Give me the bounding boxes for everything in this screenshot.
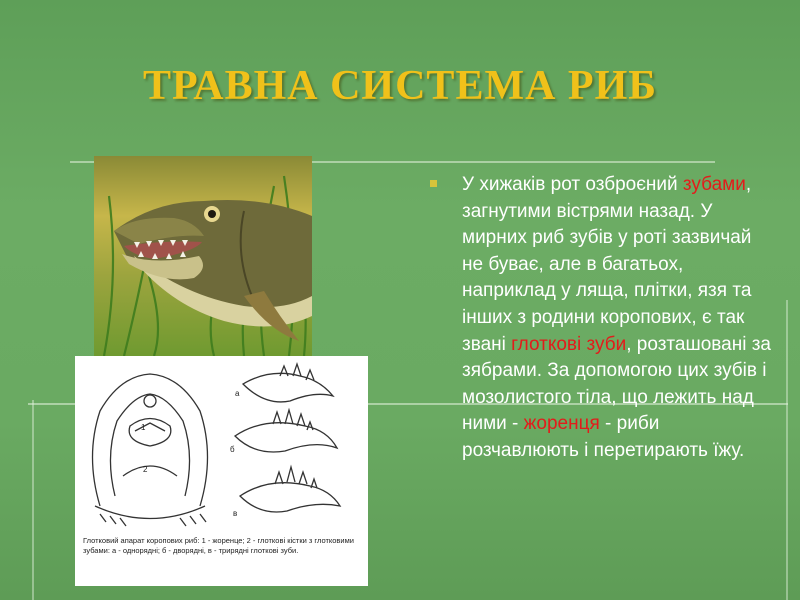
highlight-pharyngeal-teeth: глоткові зуби (511, 333, 627, 355)
pharyngeal-drawing (75, 356, 368, 534)
decorative-vline-right (786, 300, 788, 600)
diagram-label-2: 2 (143, 465, 148, 474)
bullet-text-3: , розташовані за зябрами. За допомогою цих зубів і мозолистого тіла, що лежить над ними - (462, 333, 771, 435)
bullet-paragraph (462, 172, 772, 465)
slide-title: ТРАВНА СИСТЕМА РИБ (142, 63, 658, 109)
highlight-teeth: зубами (682, 174, 746, 195)
bullet-text-1: У хижаків рот озброєний (462, 174, 683, 195)
diagram-label-b: б (230, 445, 235, 454)
diagram-label-v: в (233, 509, 238, 518)
diagram-caption: Глотковий апарат коропових риб: 1 - жоренце; 2 - глоткові кістки з глотковими зубами: а - однорядні; б - дворядні, в - трирядні глоткові зуби. (83, 536, 354, 555)
bullet-text-4: - риби розчавлюють і перетирають їжу. (462, 413, 745, 461)
bullet-list (432, 172, 772, 465)
highlight-millstone: жоренця (523, 413, 600, 435)
diagram-label-1: 1 (141, 423, 146, 432)
pike-illustration (94, 156, 312, 356)
bullet-text-2: , загнутими вістрями назад. У мирних риб зубів у роті зазвичай не буває, але в багатьох, наприклад у ляща, плітки, язя та інших з родини коропових, є так звані (462, 174, 752, 355)
decorative-vline-left (32, 400, 34, 600)
diagram-label-a: а (235, 389, 240, 398)
pharyngeal-apparatus-diagram (75, 356, 368, 586)
pike-photo (94, 156, 312, 356)
bullet-square-icon (430, 180, 437, 187)
